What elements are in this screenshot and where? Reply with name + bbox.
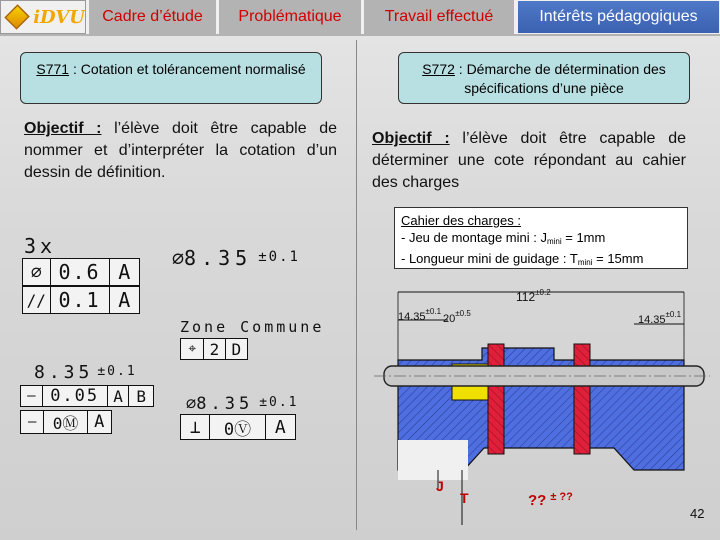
frame2-datum: A	[118, 288, 131, 312]
frame2-value: 0.1	[51, 287, 110, 313]
tab-travail-effectue[interactable]: Travail effectué	[364, 0, 514, 34]
tolerance-frame-5	[180, 414, 296, 440]
frame3-datum-a: A	[108, 386, 130, 406]
diameter-dimension-1	[172, 246, 300, 270]
zone-frame-value: 2	[204, 339, 225, 359]
zone-commune-label: Zone Commune	[180, 318, 325, 336]
tab-problematique[interactable]: Problématique	[219, 0, 361, 34]
count-label: 3x	[24, 234, 57, 258]
zone-tolerance-frame	[180, 338, 248, 360]
frame4-value: 0Ⓜ	[44, 411, 87, 433]
right-objective-keyword: Objectif :	[372, 130, 450, 147]
coaxiality-icon: ⌀	[23, 259, 51, 285]
unknown-value: ??	[528, 492, 547, 509]
right-title-box	[398, 52, 690, 104]
frame3-value: 0.05	[43, 386, 108, 406]
unknown-dimension	[528, 492, 573, 509]
dim2-tolerance: ±0.1	[97, 364, 137, 379]
label-j: J	[436, 478, 444, 494]
parallelism-icon: //	[23, 287, 51, 313]
dim3-value: 8.35	[196, 394, 254, 414]
dim-top-label: $112^{\pm 0.2}$	[516, 288, 551, 304]
frame1-datum: A	[118, 260, 131, 284]
right-objective-text: l’élève doit être capable de déterminer une cote répondant au cahier des charges	[372, 130, 687, 191]
tolerance-frame-4	[20, 410, 112, 434]
dim1-value: 8.35	[184, 246, 253, 270]
cahier-line-jeu: - Jeu de montage mini : $J_{mini} = 1mm$	[401, 230, 606, 246]
zone-frame-datum: D	[231, 339, 242, 359]
straightness-icon: —	[21, 386, 43, 406]
diameter-icon: ⌀	[186, 394, 197, 414]
renault-logo-icon	[4, 4, 30, 30]
dim-right-label: $14.35^{\pm 0.1}$	[638, 310, 682, 326]
frame4-datum: A	[94, 412, 105, 432]
dim3-tolerance: ±0.1	[259, 395, 299, 410]
left-objective	[24, 118, 337, 184]
top-navigation-bar	[0, 0, 720, 36]
right-objective	[372, 128, 686, 194]
tolerance-frame-3	[20, 385, 154, 407]
frame5-value: 0Ⓥ	[210, 415, 265, 439]
tolerance-frame-1	[22, 258, 140, 286]
tab-interets-pedagogiques[interactable]: Intérêts pédagogiques	[517, 0, 720, 34]
dim-left-label: $14.35^{\pm 0.1}$	[398, 307, 442, 323]
column-divider	[356, 40, 357, 530]
left-title-code: S771	[36, 61, 70, 77]
left-title-box	[20, 52, 322, 104]
logo	[0, 0, 86, 34]
left-objective-keyword: Objectif :	[24, 120, 102, 137]
dim-mid-label: $20^{\pm 0.5}$	[443, 309, 471, 325]
unknown-tolerance: ± ??	[550, 491, 573, 503]
position-icon: ⌖	[181, 339, 204, 359]
tab-cadre-etude[interactable]: Cadre d’étude	[89, 0, 216, 34]
straightness-icon: —	[21, 411, 44, 433]
logo-text: iDVU	[33, 6, 85, 28]
page-number: 42	[690, 506, 705, 521]
frame5-datum: A	[274, 416, 286, 438]
left-title-text: : Cotation et tolérancement normalisé	[69, 61, 306, 77]
diameter-icon: ⌀	[172, 246, 185, 270]
tolerance-frame-2	[22, 286, 140, 314]
perpendicularity-icon: ⊥	[181, 415, 210, 439]
left-objective-text: l’élève doit être capable de nommer et d’interpréter la cotation d’un dessin de définition.	[24, 120, 337, 181]
right-title-text: : Démarche de détermination des spécifications d’une pièce	[454, 61, 666, 96]
cahier-line-longueur: - Longueur mini de guidage : $T_{mini} = 15mm$	[401, 251, 644, 267]
right-title-code: S772	[422, 61, 455, 77]
dim1-tolerance: ±0.1	[258, 249, 300, 265]
part-recess	[398, 440, 468, 480]
diameter-dimension-3	[186, 394, 299, 414]
dim2-value: 8.35	[34, 362, 94, 383]
cahier-title: Cahier des charges :	[401, 213, 521, 228]
frame3-datum-b: B	[136, 386, 146, 406]
dimension-2	[34, 362, 137, 383]
cahier-des-charges-box	[394, 207, 688, 269]
red-part-left	[488, 344, 504, 454]
label-t: T	[460, 490, 469, 506]
frame1-value: 0.6	[51, 259, 110, 285]
red-part-right	[574, 344, 590, 454]
